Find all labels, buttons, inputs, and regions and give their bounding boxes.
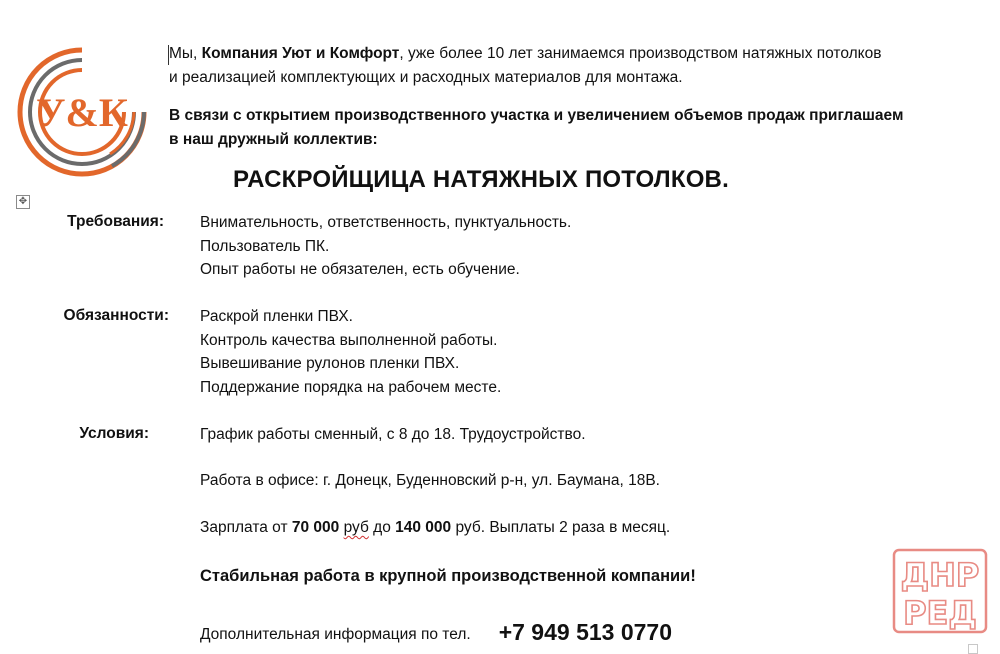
conditions-label: Условия: (79, 425, 149, 442)
invite-line1: В связи с открытием производственного участка и увеличением объемов продаж приглашаем (169, 107, 904, 124)
contact-line (200, 620, 960, 647)
salary-currency: руб (343, 519, 369, 536)
table-move-handle-icon[interactable]: ✥ (16, 195, 30, 209)
duties-list (200, 305, 900, 399)
contact-label: Дополнительная информация по тел. (200, 626, 471, 643)
intro-paragraph (169, 42, 979, 90)
stable-work-slogan: Стабильная работа в крупной производственной компании! (200, 567, 696, 585)
logo-text: У&К (36, 90, 128, 135)
conditions-salary: Зарплата от 70 000 руб до 140 000 руб. Выплаты 2 раза в месяц. (200, 519, 671, 536)
salary-to: 140 000 (395, 519, 452, 536)
vacancy-title: РАСКРОЙЩИЦА НАТЯЖНЫХ ПОТОЛКОВ. (233, 166, 729, 193)
list-item: Раскрой пленки ПВХ. (200, 308, 353, 325)
company-logo (12, 42, 152, 177)
conditions-office: Работа в офисе: г. Донецк, Буденновский р-н, ул. Баумана, 18В. (200, 472, 660, 489)
intro-prefix: Мы, (169, 45, 202, 62)
list-item: Опыт работы не обязателен, есть обучение. (200, 261, 520, 278)
requirements-list (200, 211, 900, 282)
requirements-label: Требования: (67, 213, 164, 230)
invite-paragraph (169, 104, 989, 152)
list-item: Контроль качества выполненной работы. (200, 331, 498, 349)
invite-line2: в наш дружный коллектив: (169, 131, 378, 148)
duties-label: Обязанности: (63, 307, 169, 324)
watermark-line1: ДНР (900, 556, 980, 594)
conditions-schedule: График работы сменный, с 8 до 18. Трудоустройство. (200, 426, 586, 443)
page-corner-marker (968, 644, 978, 654)
intro-suffix: , уже более 10 лет занимаемся производством натяжных потолков (399, 45, 882, 62)
phone-number: +7 949 513 0770 (498, 619, 672, 645)
company-name: Компания Уют и Комфорт (201, 45, 400, 62)
salary-from: 70 000 (291, 519, 340, 536)
list-item: Поддержание порядка на рабочем месте. (200, 378, 502, 396)
list-item: Пользователь ПК. (200, 237, 330, 255)
list-item: Внимательность, ответственность, пунктуальность. (200, 214, 572, 231)
intro-line2: и реализацией комплектующих и расходных материалов для монтажа. (169, 69, 683, 86)
dnr-red-watermark (892, 548, 988, 634)
list-item: Вывешивание рулонов пленки ПВХ. (200, 355, 460, 372)
watermark-line2: РЕД (903, 594, 977, 632)
